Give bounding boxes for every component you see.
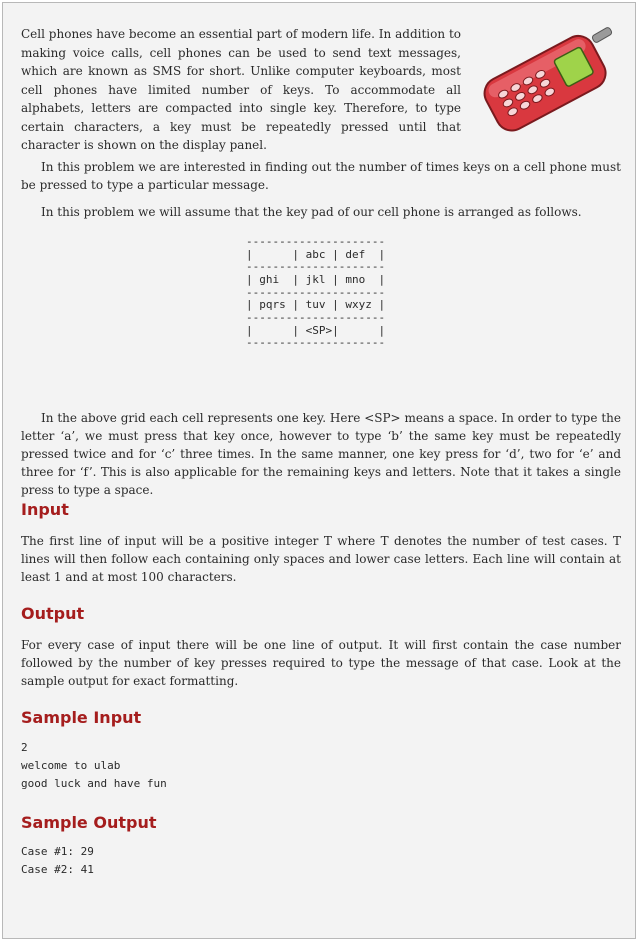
sample-output-heading: Sample Output	[21, 813, 157, 832]
output-description: For every case of input there will be one line of output. It will first contain the case number followed by the number of key presses required to type the message of that case. Look at the sample output for exact formatting.	[21, 638, 621, 688]
sample-input-block: 2 welcome to ulab good luck and have fun	[21, 741, 167, 790]
keypad-grid: --------------------- | | abc | def | --------------------- | ghi | jkl | mno | --------------------- | pqrs | tuv | wxyz | --------------------- | | <SP>| | ---------------------	[246, 235, 386, 350]
grid-explanation-paragraph: In the above grid each cell represents one key. Here <SP> means a space. In order to type the letter ‘a’, we must press that key once, however to type ‘b’ the same key must be repeatedly pressed twice and for ‘c’ three times. In the same manner, one key press for ‘d’, two for ‘e’ and three for ‘f’. This is also applicable for the remaining keys and letters. Note that it takes a single press to type a space.	[21, 411, 621, 497]
sample-output-block: Case #1: 29 Case #2: 41	[21, 845, 94, 876]
output-heading: Output	[21, 604, 85, 623]
sample-input-heading: Sample Input	[21, 708, 142, 727]
cell-phone-icon	[479, 27, 613, 137]
input-heading: Input	[21, 500, 69, 519]
cell-phone-illustration	[466, 25, 621, 140]
document-page	[2, 2, 636, 939]
input-description: The first line of input will be a positive integer T where T denotes the number of test cases. T lines will then follow each containing only spaces and lower case letters. Each line will contain at least 1 and at most 100 characters.	[21, 534, 621, 584]
intro-paragraph: Cell phones have become an essential part of modern life. In addition to making voice calls, cell phones can be used to send text messages, which are known as SMS for short. Unlike computer keyboards, most cell phones have limited number of keys. To accommodate all alphabets, letters are compacted into single key. Therefore, to type certain characters, a key must be repeatedly pressed until that character is shown on the display panel.	[21, 27, 461, 152]
keypad-intro-paragraph: In this problem we will assume that the key pad of our cell phone is arranged as follows.	[41, 205, 582, 219]
interest-paragraph: In this problem we are interested in finding out the number of times keys on a cell phone must be pressed to type a particular message.	[21, 160, 621, 192]
